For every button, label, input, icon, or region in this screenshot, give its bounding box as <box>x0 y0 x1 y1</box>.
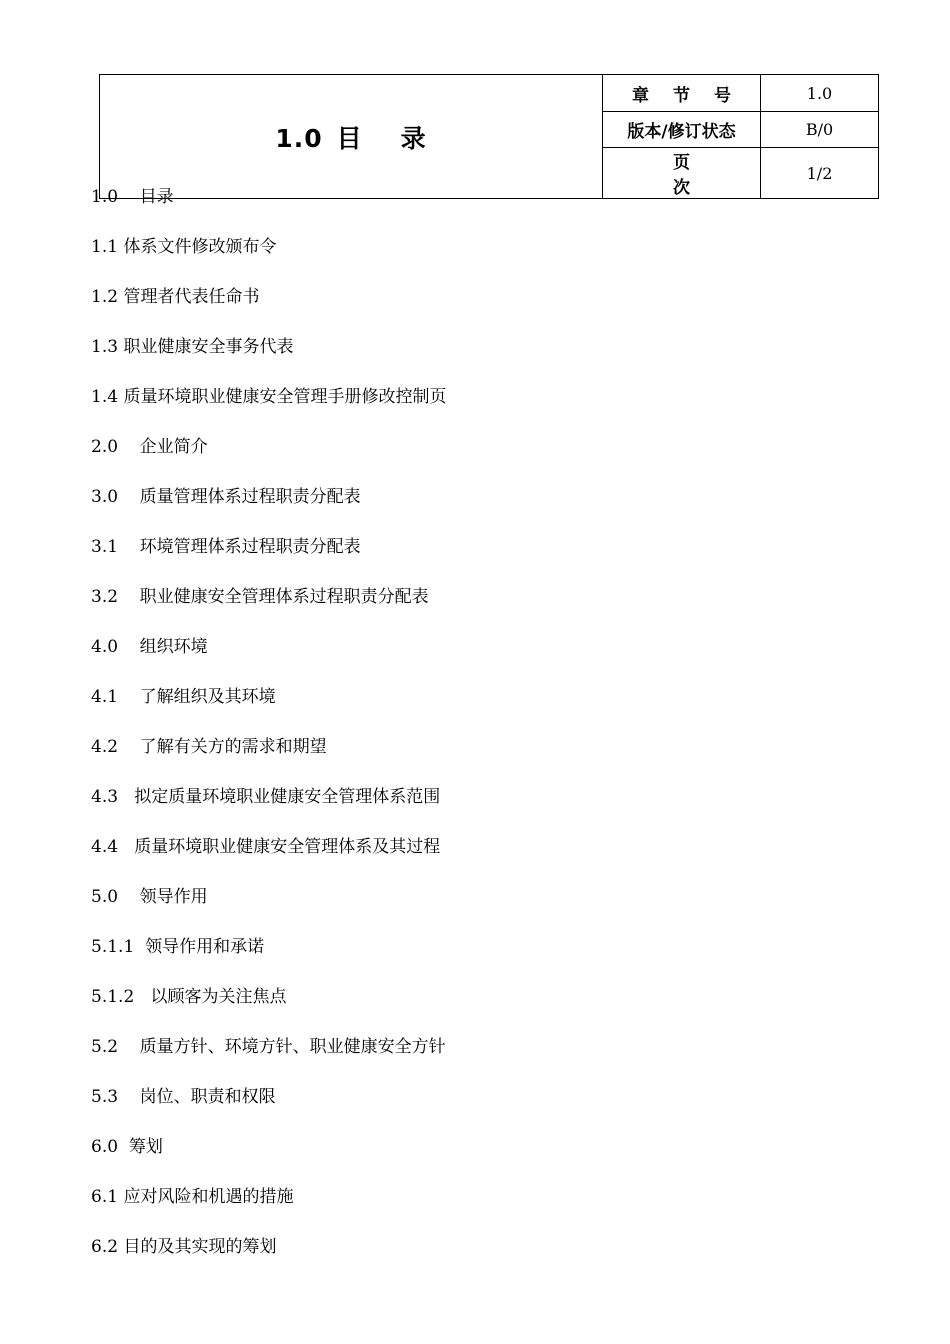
document-header-table <box>99 74 879 199</box>
title-word-1: 目 <box>336 123 363 153</box>
toc-item: 4.3 拟定质量环境职业健康安全管理体系范围 <box>91 787 441 807</box>
toc-item: 1.0 目录 <box>91 187 174 207</box>
toc-item: 3.0 质量管理体系过程职责分配表 <box>91 487 361 507</box>
toc-item: 6.0 筹划 <box>91 1137 163 1157</box>
title-word-2: 录 <box>400 123 427 153</box>
toc-item: 1.3 职业健康安全事务代表 <box>91 337 294 357</box>
toc-item: 6.2 目的及其实现的筹划 <box>91 1237 277 1257</box>
page-count-value: 1/2 <box>761 148 879 199</box>
toc-item: 5.3 岗位、职责和权限 <box>91 1087 276 1107</box>
toc-item: 5.1.2 以顾客为关注焦点 <box>91 987 287 1007</box>
toc-item: 1.1 体系文件修改颁布令 <box>91 237 277 257</box>
page-count-label: 页次 <box>603 148 761 199</box>
toc-item: 6.1 应对风险和机遇的措施 <box>91 1187 294 1207</box>
toc-item: 4.0 组织环境 <box>91 637 208 657</box>
toc-item: 4.1 了解组织及其环境 <box>91 687 276 707</box>
toc-item: 5.0 领导作用 <box>91 887 208 907</box>
toc-item: 5.1.1 领导作用和承诺 <box>91 937 265 957</box>
toc-item: 3.2 职业健康安全管理体系过程职责分配表 <box>91 587 429 607</box>
chapter-number-value: 1.0 <box>761 75 879 112</box>
toc-item: 1.2 管理者代表任命书 <box>91 287 260 307</box>
revision-status-value: B/0 <box>761 112 879 148</box>
table-of-contents <box>91 184 871 1284</box>
revision-status-label: 版本/修订状态 <box>603 112 761 148</box>
toc-item: 3.1 环境管理体系过程职责分配表 <box>91 537 361 557</box>
toc-item: 4.2 了解有关方的需求和期望 <box>91 737 327 757</box>
document-title <box>100 75 603 199</box>
title-number: 1.0 <box>275 123 323 153</box>
toc-item: 2.0 企业简介 <box>91 437 208 457</box>
chapter-number-label: 章节号 <box>603 75 761 112</box>
toc-item: 1.4 质量环境职业健康安全管理手册修改控制页 <box>91 387 447 407</box>
toc-item: 4.4 质量环境职业健康安全管理体系及其过程 <box>91 837 441 857</box>
toc-item: 5.2 质量方针、环境方针、职业健康安全方针 <box>91 1037 446 1057</box>
